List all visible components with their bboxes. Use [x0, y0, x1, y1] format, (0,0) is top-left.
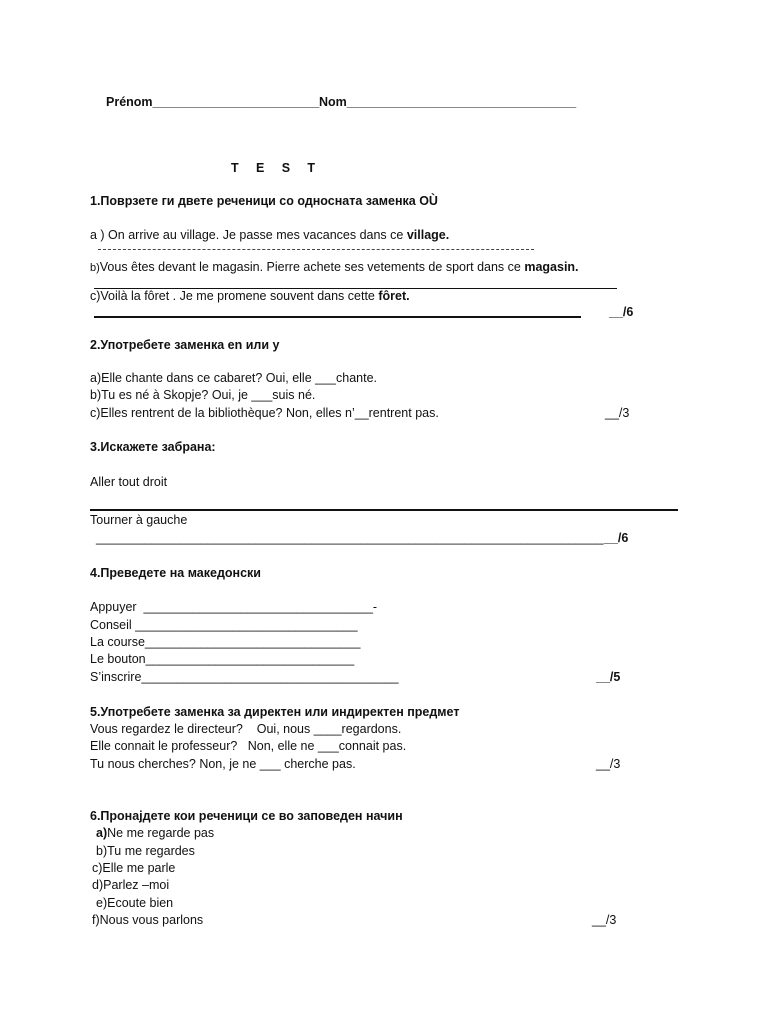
last-name-field: Nom_________________________________ [319, 95, 577, 109]
page-title: T E S T [231, 161, 316, 175]
section-6-item-b: b)Tu me regardes [96, 844, 195, 858]
section-5-heading: 5.Употребете заменка за директен или индиректен предмет [90, 705, 460, 719]
section-6-item-a-label: a) [96, 826, 108, 840]
section-1-item-a-text: a ) On arrive au village. Je passe mes vacances dans ce [90, 228, 407, 242]
translation-item: S’inscrire_____________________________________ [90, 670, 399, 684]
section-4-heading: 4.Преведете на македонски [90, 566, 261, 580]
dashed-separator [98, 249, 534, 250]
section-6-item-c: c)Elle me parle [92, 861, 176, 875]
section-5-score: __/3 [596, 757, 621, 771]
section-2-item-a: a)Elle chante dans ce cabaret? Oui, elle ___chante. [90, 371, 377, 385]
section-1-item-c [90, 289, 410, 304]
section-6-heading: 6.Пронајдете кои реченици се во заповеден начин [90, 809, 403, 823]
section-1-item-c-bold: fôret. [378, 289, 410, 303]
section-6-item-a [96, 826, 214, 841]
section-6-item-d: d)Parlez –moi [92, 878, 170, 892]
section-2-heading: 2.Употребете заменка en или y [90, 338, 280, 352]
answer-line [94, 316, 581, 318]
section-1-item-c-text: c)Voilà la fôret . Je me promene souvent dans cette [90, 289, 379, 303]
section-2-item-c: c)Elles rentrent de la bibliothèque? Non, elles n’__rentrent pas. [90, 406, 439, 420]
section-3-line-2: Tourner à gauche [90, 513, 188, 527]
section-1-item-b-bold: magasin. [524, 260, 579, 274]
translation-item: La course_______________________________ [90, 635, 361, 649]
section-3-heading: 3.Искажете забрана: [90, 440, 216, 454]
section-2-score: __/3 [605, 406, 630, 420]
first-name-field: Prénom________________________ [106, 95, 320, 109]
section-3-line-1: Aller tout droit [90, 475, 168, 489]
section-6-item-e: e)Ecoute bien [96, 896, 174, 910]
section-5-item-c: Tu nous cherches? Non, je ne ___ cherche pas. [90, 757, 356, 771]
section-3-score: __/6 [604, 531, 629, 545]
section-3-blank: _________________________________________________________________________ [96, 531, 604, 545]
section-6-item-a-text: Ne me regarde pas [107, 826, 215, 840]
section-1-item-b-prefix: b) [90, 262, 100, 274]
section-4-score: __/5 [596, 670, 621, 684]
section-5-item-b: Elle connait le professeur? Non, elle ne ___connait pas. [90, 739, 407, 753]
section-1-score: __/6 [609, 305, 634, 319]
section-6-score: __/3 [592, 913, 617, 927]
section-5-item-a: Vous regardez le directeur? Oui, nous ____regardons. [90, 722, 402, 736]
section-1-heading: 1.Поврзете ги двете реченици со односната заменка OÙ [90, 194, 438, 208]
section-2-item-b: b)Tu es né à Skopje? Oui, je ___suis né. [90, 388, 316, 402]
section-1-item-b [90, 260, 579, 276]
translation-item: Conseil ________________________________ [90, 618, 358, 632]
section-6-item-f: f)Nous vous parlons [92, 913, 204, 927]
translation-item: Le bouton______________________________ [90, 652, 355, 666]
translation-item: Appuyer _________________________________- [90, 600, 378, 614]
section-1-item-a [90, 228, 449, 243]
answer-line [90, 509, 678, 511]
section-1-item-a-bold: village. [406, 228, 450, 242]
section-1-item-b-text: Vous êtes devant le magasin. Pierre achete ses vetements de sport dans ce [99, 260, 525, 274]
